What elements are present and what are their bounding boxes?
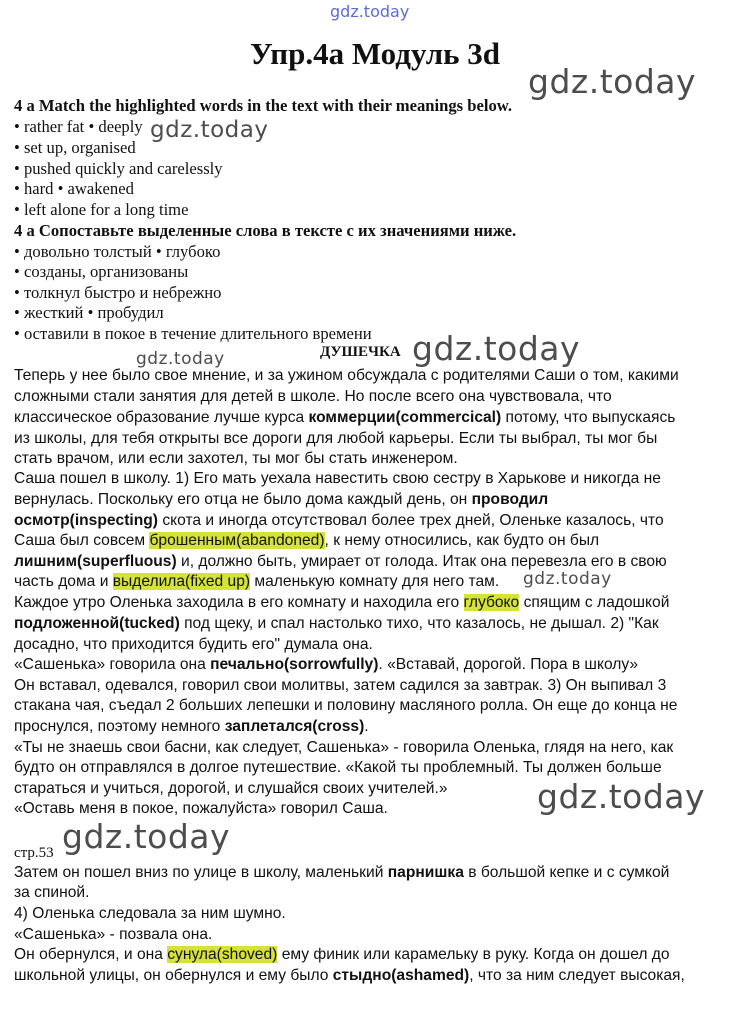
en-task-item: • hard • awakened — [14, 179, 134, 198]
page-title: Упр.4а Модуль 3d — [250, 36, 500, 71]
top-watermark: gdz.today — [330, 2, 410, 21]
text-segment: вернулась. Поскольку его отца не было дома каждый день, он — [14, 491, 472, 508]
text-segment: ему финик или карамельку в руку. Когда он дошел до — [277, 946, 670, 963]
text-line: «Сашенька» - позвала она. — [14, 926, 213, 943]
watermark-small: gdz.today — [136, 349, 225, 369]
en-task-heading: 4 a Match the highlighted words in the text with their meanings below. — [14, 96, 512, 115]
text-segment: . — [364, 718, 369, 735]
ru-task-heading: 4 а Сопоставьте выделенные слова в тексте с их значениями ниже. — [14, 221, 517, 240]
text-segment: скота и иногда отсутствовал более трех дней, Оленьке казалось, что — [157, 512, 664, 529]
text-segment: и, должно быть, умирает от голода. Итак она перевезла его в свою — [176, 553, 667, 570]
text-segment: . «Вставай, дорогой. Пора в школу» — [378, 656, 639, 673]
text-line: из школы, для тебя открыты все дороги для любой карьеры. Если ты выбрал, ты мог бы — [14, 430, 658, 447]
text-line — [14, 409, 675, 427]
highlight-term-inspecting: проводил — [471, 491, 549, 508]
text-line — [14, 864, 669, 882]
text-line — [14, 615, 659, 633]
highlight-term-ashamed: стыдно(ashamed) — [332, 967, 470, 984]
text-line — [14, 491, 548, 509]
watermark-large: gdz.today — [412, 329, 581, 368]
highlight-term-shoved: сунула(shoved) — [167, 946, 278, 963]
text-segment: часть дома и — [14, 573, 113, 590]
text-line — [14, 594, 669, 612]
text-line — [14, 573, 499, 591]
watermark-medium: gdz.today — [150, 117, 269, 143]
text-segment: школьной улицы, он обернулся и ему было — [14, 967, 333, 984]
text-segment: Саша был совсем — [14, 532, 150, 549]
text-segment: Он обернулся, и она — [14, 946, 168, 963]
text-line: 4) Оленька следовала за ним шумно. — [14, 905, 286, 922]
text-segment: спящим с ладошкой — [519, 594, 670, 611]
text-line: Теперь у нее было свое мнение, и за ужином обсуждала с родителями Саши о том, какими — [14, 367, 679, 384]
watermark-large: gdz.today — [537, 777, 706, 816]
watermark-large: gdz.today — [62, 817, 231, 856]
ru-task-item: • жесткий • пробудил — [14, 303, 164, 322]
highlight-term-fixed-up: выделила(fixed up) — [112, 573, 251, 590]
text-line: стать врачом, или если захотел, ты мог бы стать инженером. — [14, 450, 458, 467]
text-segment: Каждое утро Оленька заходила в его комнату и находила его — [14, 594, 464, 611]
text-line: за спиной. — [14, 884, 90, 901]
ru-task-item: • оставили в покое в течение длительного времени — [14, 324, 372, 343]
ru-task-item: • толкнул быстро и небрежно — [14, 283, 222, 302]
ru-task-item: • созданы, организованы — [14, 262, 189, 281]
watermark-large: gdz.today — [528, 62, 697, 101]
highlight-term-tucked: подложенной(tucked) — [14, 615, 180, 632]
text-line: Саша пошел в школу. 1) Его мать уехала навестить свою сестру в Харькове и никогда не — [14, 470, 661, 487]
text-line: Он вставал, одевался, говорил свои молитвы, затем садился за завтрак. 3) Он выпивал 3 — [14, 677, 667, 694]
text-segment: потому, что выпускаясь — [501, 409, 676, 426]
watermark-small: gdz.today — [523, 569, 612, 589]
highlight-term-deeply: глубоко — [463, 594, 520, 611]
highlight-term-superfluous: лишним(superfluous) — [14, 553, 177, 570]
highlight-term-chap: парнишка — [387, 864, 464, 881]
text-line — [14, 656, 638, 674]
text-segment: , к нему относились, как будто он был — [324, 532, 600, 549]
text-line: «Ты не знаешь свои басни, как следует, Сашенька» - говорила Оленька, глядя на него, как — [14, 739, 674, 756]
text-segment: , что за ним следует высокая, — [469, 967, 685, 984]
text-segment: в большой кепке и с сумкой — [463, 864, 670, 881]
text-line: сложными стали занятия для детей в школе. Но после всего она чувствовала, что — [14, 388, 612, 405]
text-segment: под щеку, и спал настолько тихо, что казалось, не дышал. 2) "Как — [179, 615, 659, 632]
text-segment: маленькую комнату для него там. — [250, 573, 500, 590]
text-line — [14, 718, 369, 736]
text-line: стакана чая, съедал 2 больших лепешки и половину масляного ролла. Он еще до конца не — [14, 697, 678, 714]
page-reference: стр.53 — [14, 845, 54, 861]
highlight-term-inspecting: осмотр(inspecting) — [14, 512, 158, 529]
text-segment: «Сашенька» говорила она — [14, 656, 211, 673]
en-task-item: • set up, organised — [14, 138, 136, 157]
text-line: стараться и учиться, дорогой, и слушайся своих учителей.» — [14, 780, 448, 797]
highlight-term-cross: заплетался(cross) — [224, 718, 365, 735]
text-line — [14, 946, 670, 964]
text-line — [14, 532, 599, 550]
highlight-term-abandoned: брошенным(abandoned) — [149, 532, 325, 549]
en-task-item: • left alone for a long time — [14, 200, 189, 219]
text-line — [14, 512, 664, 530]
ru-task-item: • довольно толстый • глубоко — [14, 242, 221, 261]
en-task-item: • pushed quickly and carelessly — [14, 159, 223, 178]
text-line: досадно, что приходится будить его" думала она. — [14, 636, 373, 653]
text-segment: проснулся, поэтому немного — [14, 718, 225, 735]
highlight-term-commerce: коммерции(commercical) — [308, 409, 502, 426]
en-task-item: • rather fat • deeply — [14, 117, 143, 136]
highlight-term-sorrowfully: печально(sorrowfully) — [210, 656, 379, 673]
story-title: ДУШЕЧКА — [320, 344, 401, 360]
text-line — [14, 967, 685, 985]
text-segment: Затем он пошел вниз по улице в школу, маленький — [14, 864, 388, 881]
text-segment: классическое образование лучше курса — [14, 409, 309, 426]
text-line: «Оставь меня в покое, пожалуйста» говорил Саша. — [14, 800, 388, 817]
text-line: будто он отправлялся в долгое путешествие. «Какой ты проблемный. Ты должен больше — [14, 759, 662, 776]
